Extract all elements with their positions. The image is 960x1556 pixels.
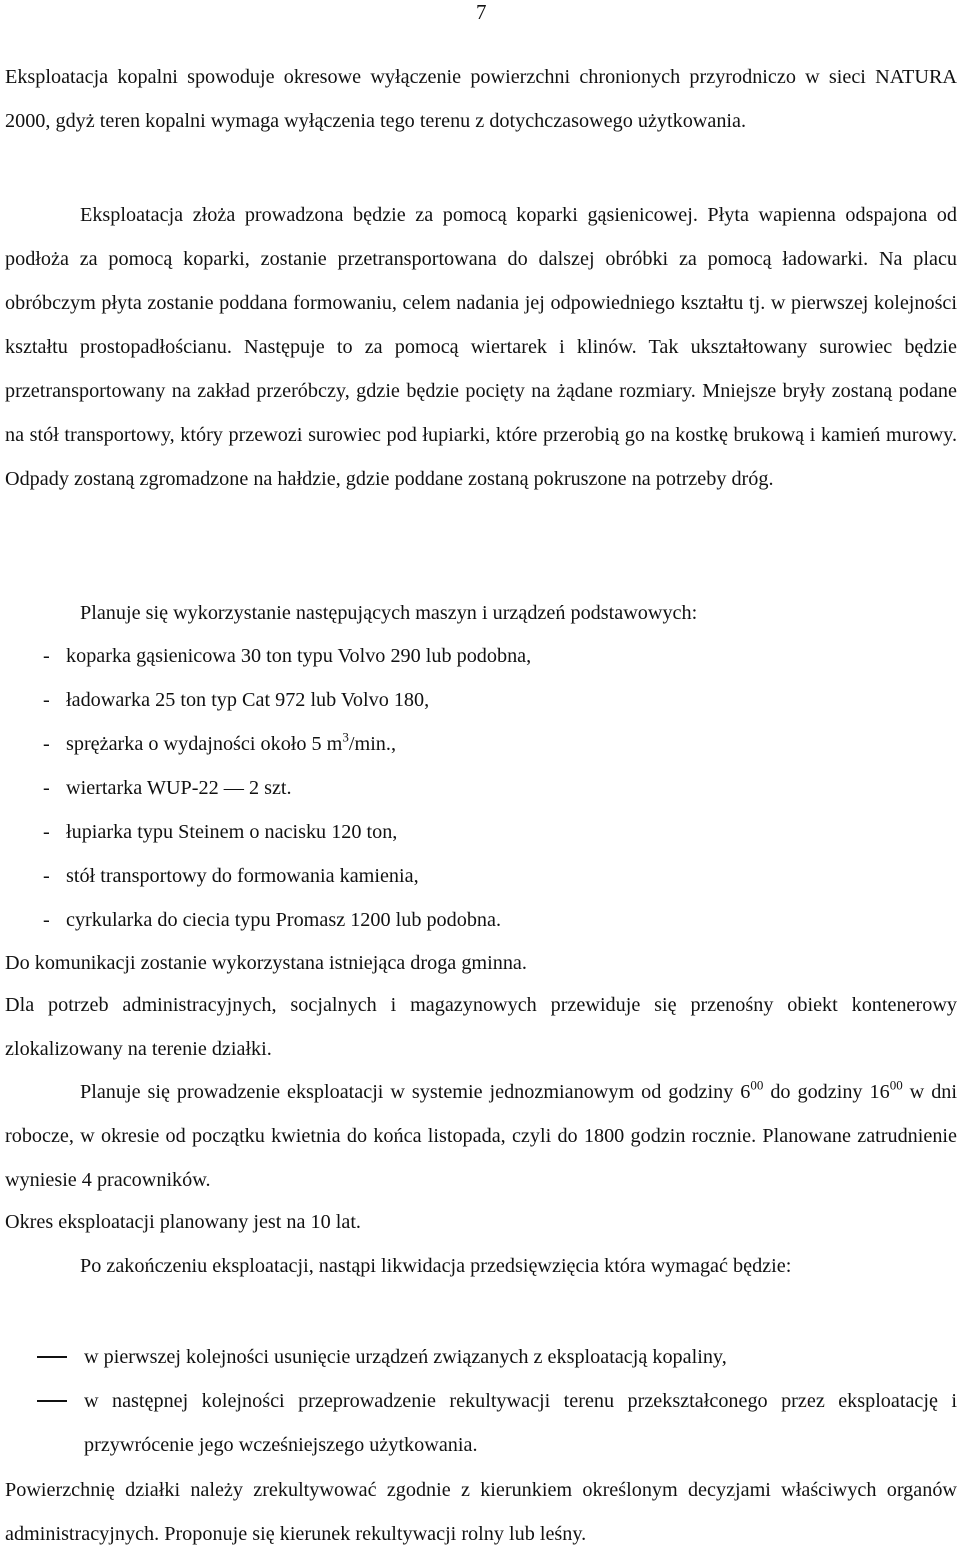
paragraph-machines-intro: Planuje się wykorzystanie następujących maszyn i urządzeń podstawowych: xyxy=(80,602,698,624)
schedule-text: do godziny 16 xyxy=(763,1081,890,1103)
schedule-text: Planuje się prowadzenie eksploatacji w systemie jednozmianowym od godziny 6 xyxy=(80,1081,751,1103)
superscript: 00 xyxy=(750,1077,764,1093)
superscript: 3 xyxy=(342,729,349,745)
list-item xyxy=(5,854,945,898)
list-item-text: /min., xyxy=(348,733,396,755)
list-dash: - xyxy=(43,689,50,711)
list-item-text: stół transportowy do formowania kamienia, xyxy=(66,865,419,887)
list-item-text: w pierwszej kolejności usunięcie urządzeń związanych z eksploatacją kopaliny, xyxy=(84,1346,727,1368)
paragraph-extraction-process: Eksploatacja złoża prowadzona będzie za pomocą koparki gąsienicowej. Płyta wapienna odspajona od podłoża za pomocą koparki, zostanie przetransportowana do dalszej obróbki za pomocą ładowarki. Na placu obróbczym płyta zostanie poddana formowaniu, celem nadania jej odpowiedniego kształtu tj. w pierwszej kolejności kształtu prostopadłościanu. Następuje to za pomocą wiertarek i klinów. Tak ukształtowany surowiec będzie przetransportowany na zakład przeróbczy, gdzie będzie pocięty na żądane rozmiary. Mniejsze bryły zostaną podane na stół transportowy, który przewozi surowiec pod łupiarki, które przerobią go na kostkę brukową i kamień murowy. Odpady zostaną zgromadzone na hałdzie, gdzie poddane zostaną pokruszone na potrzeby dróg. xyxy=(5,204,957,490)
list-dash xyxy=(37,1356,67,1358)
list-item-text: cyrkularka do ciecia typu Promasz 1200 lub podobna. xyxy=(66,909,502,931)
list-dash: - xyxy=(43,733,50,755)
list-item xyxy=(5,722,945,766)
list-item xyxy=(5,898,945,942)
list-dash xyxy=(37,1400,67,1402)
page-number: 7 xyxy=(476,0,487,24)
list-dash: - xyxy=(43,821,50,843)
paragraph-period: Okres eksploatacji planowany jest na 10 lat. xyxy=(5,1211,361,1233)
list-item xyxy=(5,1335,957,1379)
list-dash: - xyxy=(43,777,50,799)
liquidation-list xyxy=(5,1335,957,1467)
paragraph-reclamation: Powierzchnię działki należy zrekultywować zgodnie z kierunkiem określonym decyzjami właściwych organów administracyjnych. Proponuje się kierunek rekultywacji rolny lub leśny. xyxy=(5,1479,957,1545)
paragraph-road: Do komunikacji zostanie wykorzystana istniejąca droga gminna. xyxy=(5,952,527,974)
list-item xyxy=(5,1379,957,1467)
list-item-text: koparka gąsienicowa 30 ton typu Volvo 290 lub podobna, xyxy=(66,645,532,667)
list-item-text: łupiarka typu Steinem o nacisku 120 ton, xyxy=(66,821,398,843)
paragraph-container: Dla potrzeb administracyjnych, socjalnych i magazynowych przewiduje się przenośny obiekt kontenerowy zlokalizowany na terenie działki. xyxy=(5,994,957,1060)
list-item xyxy=(5,810,945,854)
superscript: 00 xyxy=(889,1077,903,1093)
list-item xyxy=(5,678,945,722)
paragraph-liquidation-intro: Po zakończeniu eksploatacji, nastąpi likwidacja przedsięwzięcia która wymagać będzie: xyxy=(80,1255,792,1277)
list-item xyxy=(5,634,945,678)
list-dash: - xyxy=(43,645,50,667)
list-dash: - xyxy=(43,865,50,887)
schedule-text: w dni robocze, w okresie od początku kwietnia do końca listopada, czyli do 1800 godzin rocznie. Planowane zatrudnienie wyniesie 4 pracowników. xyxy=(5,1081,957,1191)
paragraph-natura: Eksploatacja kopalni spowoduje okresowe wyłączenie powierzchni chronionych przyrodniczo w sieci NATURA 2000, gdyż teren kopalni wymaga wyłączenia tego terenu z dotychczasowego użytkowania. xyxy=(5,66,957,132)
list-item-text: sprężarka o wydajności około 5 m xyxy=(66,733,343,755)
list-item xyxy=(5,766,945,810)
list-dash: - xyxy=(43,909,50,931)
machines-list xyxy=(5,634,945,942)
paragraph-schedule xyxy=(5,1070,957,1202)
list-item-text: w następnej kolejności przeprowadzenie rekultywacji terenu przekształconego przez eksploatację i przywrócenie jego wcześniejszego użytkowania. xyxy=(84,1390,957,1456)
list-item-text: wiertarka WUP-22 — 2 szt. xyxy=(66,777,292,799)
list-item-text: ładowarka 25 ton typ Cat 972 lub Volvo 180, xyxy=(66,689,430,711)
